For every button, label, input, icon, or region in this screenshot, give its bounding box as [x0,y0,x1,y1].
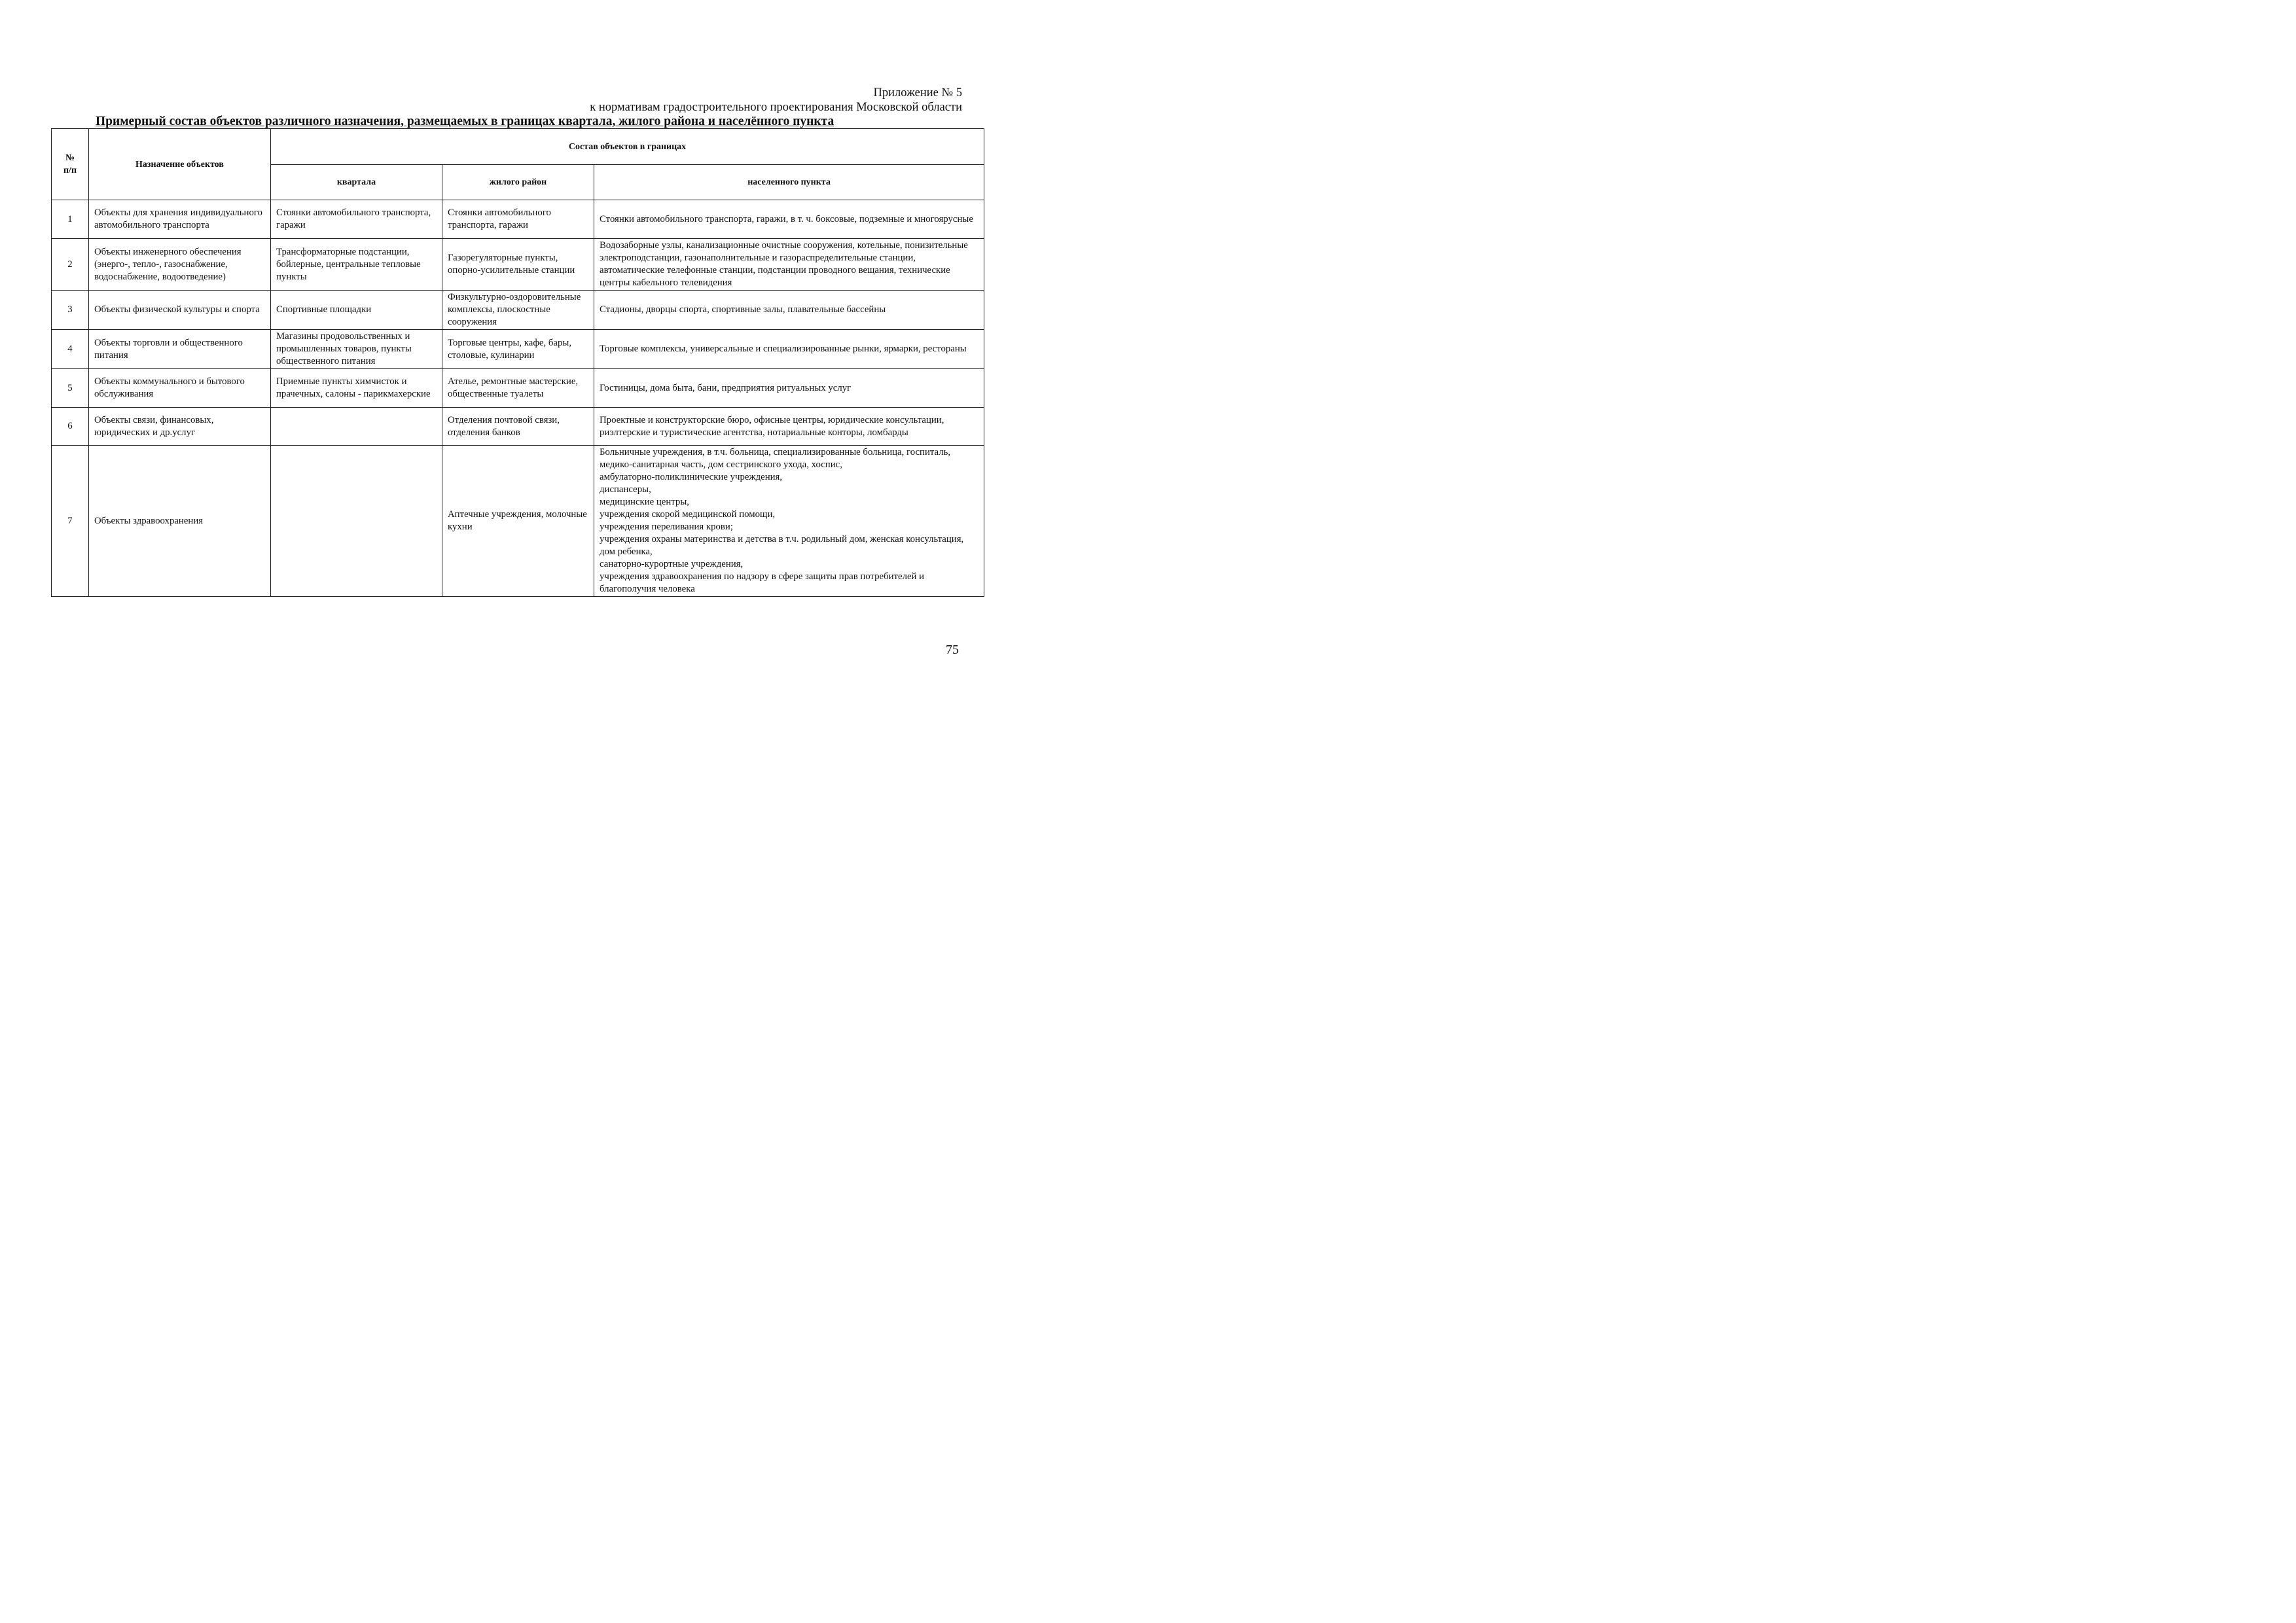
table-row [52,239,984,291]
row-settlement: Водозаборные узлы, канализационные очистные сооружения, котельные, понизительные электроподстанции, газонаполнительные и газораспределительные станции, автоматические телефонные станции, подстанции проводного вещания, технические центры кабельного телевидения [594,239,984,291]
row-district: Отделения почтовой связи, отделения банков [442,408,594,446]
row-number: 4 [52,330,89,369]
row-block: Магазины продовольственных и промышленных товаров, пункты общественного питания [271,330,442,369]
row-purpose: Объекты торговли и общественного питания [89,330,271,369]
row-settlement: Торговые комплексы, универсальные и специализированные рынки, ярмарки, рестораны [594,330,984,369]
row-settlement: Проектные и конструкторские бюро, офисные центры, юридические консультации, риэлтерские и туристические агентства, нотариальные конторы, ломбарды [594,408,984,446]
document-title: Примерный состав объектов различного назначения, размещаемых в границах квартала, жилого района и населённого пункта [96,115,834,128]
header-district: жилого район [442,165,594,200]
row-block: Приемные пункты химчисток и прачечных, салоны - парикмахерские [271,369,442,408]
header-group: Состав объектов в границах [271,129,984,165]
appendix-number: Приложение № 5 [873,86,962,99]
row-district: Физкультурно-оздоровительные комплексы, плоскостные сооружения [442,291,594,330]
row-number: 3 [52,291,89,330]
row-settlement: Гостиницы, дома быта, бани, предприятия ритуальных услуг [594,369,984,408]
table-row [52,408,984,446]
row-district: Аптечные учреждения, молочные кухни [442,446,594,597]
row-settlement: Больничные учреждения, в т.ч. больница, специализированные больница, госпиталь, медико-санитарная часть, дом сестринского ухода, хоспис, амбулаторно-поликлинические учреждения, диспансеры, медицинские центры, учреждения скорой медицинской помощи, учреждения переливания крови; учреждения охраны материнства и детства в т.ч. родильный дом, женская консультация, дом ребенка, санаторно-курортные учреждения, учреждения здравоохранения по надзору в сфере защиты прав потребителей и благополучия человека [594,446,984,597]
row-block: Стоянки автомобильного транспорта, гаражи [271,200,442,239]
row-district: Газорегуляторные пункты, опорно-усилительные станции [442,239,594,291]
table-row [52,446,984,597]
row-district: Торговые центры, кафе, бары, столовые, кулинарии [442,330,594,369]
row-number: 7 [52,446,89,597]
table-row [52,369,984,408]
row-purpose: Объекты коммунального и бытового обслуживания [89,369,271,408]
row-purpose: Объекты физической культуры и спорта [89,291,271,330]
row-settlement: Стадионы, дворцы спорта, спортивные залы, плавательные бассейны [594,291,984,330]
row-number: 1 [52,200,89,239]
objects-table [51,128,984,597]
header-purpose: Назначение объектов [89,129,271,200]
row-district: Ателье, ремонтные мастерские, общественные туалеты [442,369,594,408]
row-number: 2 [52,239,89,291]
row-block [271,446,442,597]
row-block [271,408,442,446]
row-number: 6 [52,408,89,446]
appendix-reference: к нормативам градостроительного проектирования Московской области [590,101,962,114]
header-settlement: населенного пункта [594,165,984,200]
row-purpose: Объекты для хранения индивидуального автомобильного транспорта [89,200,271,239]
row-block: Трансформаторные подстанции, бойлерные, центральные тепловые пункты [271,239,442,291]
row-block: Спортивные площадки [271,291,442,330]
row-purpose: Объекты здравоохранения [89,446,271,597]
header-block: квартала [271,165,442,200]
row-settlement: Стоянки автомобильного транспорта, гаражи, в т. ч. боксовые, подземные и многоярусные [594,200,984,239]
row-district: Стоянки автомобильного транспорта, гаражи [442,200,594,239]
table-row [52,330,984,369]
header-number: № п/п [52,129,89,200]
row-number: 5 [52,369,89,408]
table-row [52,291,984,330]
table-row [52,200,984,239]
row-purpose: Объекты связи, финансовых, юридических и др.услуг [89,408,271,446]
row-purpose: Объекты инженерного обеспечения (энерго-, тепло-, газоснабжение, водоснабжение, водоотведение) [89,239,271,291]
appendix-caption [590,86,962,115]
page-number: 75 [946,643,959,657]
